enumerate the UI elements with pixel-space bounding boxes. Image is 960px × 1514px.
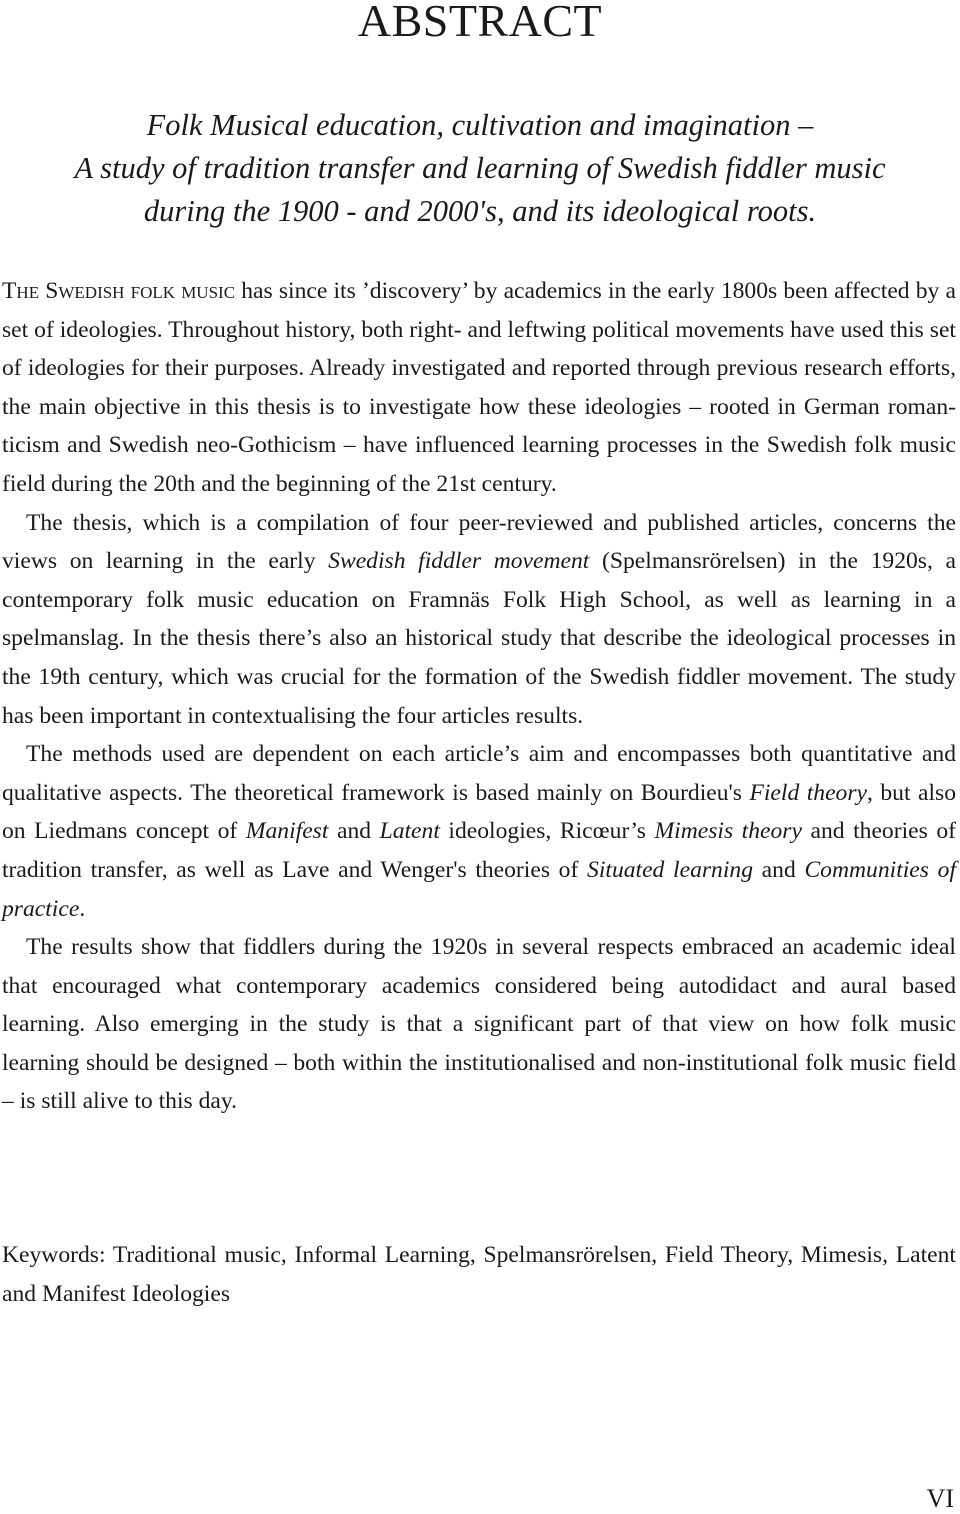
italic-situated-learning: Situated learning xyxy=(587,856,753,883)
italic-mimesis-theory: Mimesis theory xyxy=(654,818,802,845)
italic-communities-of-practice: Communities of practice xyxy=(2,856,956,922)
italic-latent: Latent xyxy=(379,818,440,845)
paragraph-2 xyxy=(2,504,956,736)
paragraph-3-text-b: , but also on Liedmans concept of xyxy=(2,779,956,845)
paragraph-3-text-c: and xyxy=(328,818,380,845)
paragraph-2-italic-term: Swedish fiddler movement xyxy=(328,548,590,575)
keywords: Keywords: Traditional music, Informal Learning, Spelmansrörelsen, Field Theory, Mimesis, Latent and Manifest Ideologies xyxy=(2,1242,956,1307)
title-line-1: Folk Musical education, cultivation and imagination – xyxy=(146,108,814,142)
paragraph-3-text-d: ideologies, Ricœur’s xyxy=(439,818,655,845)
title-line-3: during the 1900 - and 2000's, and its ideological roots. xyxy=(143,194,817,228)
paragraph-2-text-b: (Spelmansrörelsen) in the 1920s, a contemporary folk music education on Framnäs Folk High School, as well as learning in a spelmanslag. In the thesis there’s also an historical study that describe the ideological processes in the 19th century, which was crucial for the formation of the Swedish fiddler movement. The study has been important in contextualising the four articles results. xyxy=(2,548,956,729)
paragraph-1-lead: The Swedish folk music xyxy=(2,278,236,304)
paragraph-2-text-a: The thesis, which is a compilation of four peer-reviewed and published articles, concerns the views on learning in the early xyxy=(2,509,956,575)
paragraph-4: The results show that fiddlers during the 1920s in several respects embraced an academic ideal that encouraged what contemporary academics considered being autodidact and aural based learning. Also emerging in the study is that a significant part of that view on how folk music learning should be designed – both within the institutionalised and non-institutional folk music field – is still alive to this day. xyxy=(2,934,956,1115)
paragraph-1-text: has since its ’discovery’ by academics in the early 1800s been affected by a set of ideologies. Throughout history, both right- and leftwing political movements have used this set of ideologies for their purposes. Already investigated and reported through previous research efforts, the main objective in this thesis is to investigate how these ideologies – rooted in German romanticism and Swedish neo-Gothicism – have influenced learning processes in the Swedish folk music field during the 20th and the beginning of the 21st century. xyxy=(2,278,956,497)
paragraph-3-text-g: . xyxy=(79,895,86,922)
paragraph-3-text-a: The methods used are dependent on each article’s aim and encompasses both quantitative and qualitative aspects. The theoretical framework is based mainly on Bourdieu's xyxy=(2,741,956,806)
paragraph-3 xyxy=(2,735,956,928)
page-heading: ABSTRACT xyxy=(357,0,603,46)
thesis-title xyxy=(0,104,960,233)
paragraph-3-text-e: and theories of tradition transfer, as well as Lave and Wenger's theories of xyxy=(2,818,956,883)
title-line-2: A study of tradition transfer and learning of Swedish fiddler music xyxy=(74,151,886,185)
italic-manifest: Manifest xyxy=(245,818,329,845)
abstract-body xyxy=(2,272,956,1121)
page-number: VI xyxy=(926,1484,954,1513)
italic-field-theory: Field theory xyxy=(749,779,867,806)
paragraph-1 xyxy=(2,272,956,504)
paragraph-3-text-f: and xyxy=(753,856,805,883)
